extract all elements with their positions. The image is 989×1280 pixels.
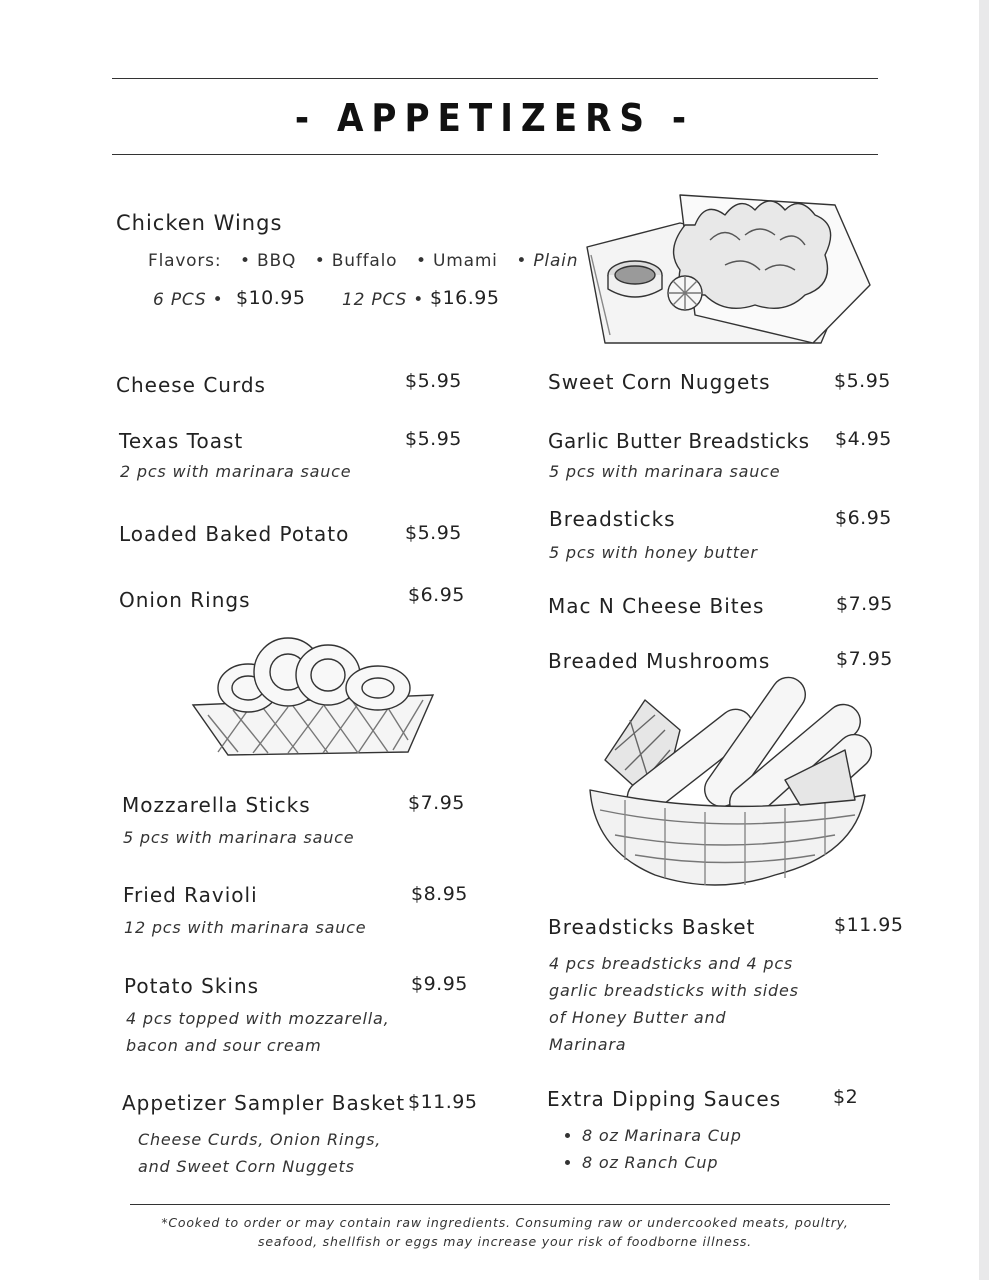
item-price-breadsticks-basket: $11.95 bbox=[834, 914, 904, 936]
sauce-option: • 8 oz Marinara Cup bbox=[582, 1122, 742, 1149]
flavors-label: Flavors: bbox=[148, 251, 222, 271]
flavor-bbq: • BBQ bbox=[239, 251, 297, 271]
wings-size-6-price: $10.95 bbox=[236, 287, 306, 309]
item-price-mozzarella-sticks: $7.95 bbox=[408, 792, 465, 814]
item-desc-mozzarella-sticks: 5 pcs with marinara sauce bbox=[123, 828, 355, 847]
item-name-cheese-curds: Cheese Curds bbox=[116, 373, 266, 397]
chicken-wings-name: Chicken Wings bbox=[116, 211, 283, 235]
footer-rule bbox=[130, 1204, 890, 1205]
item-desc-breadsticks: 5 pcs with honey butter bbox=[549, 543, 758, 562]
title-rule bbox=[112, 154, 878, 155]
wings-size-12 bbox=[342, 290, 424, 310]
item-desc-line: 4 pcs breadsticks and 4 pcs bbox=[549, 954, 794, 973]
item-desc-line: of Honey Butter and bbox=[549, 1008, 727, 1027]
item-name-sweet-corn-nuggets: Sweet Corn Nuggets bbox=[548, 370, 771, 394]
item-price-texas-toast: $5.95 bbox=[405, 428, 462, 450]
item-price-sweet-corn-nuggets: $5.95 bbox=[834, 370, 891, 392]
chicken-wings-illustration bbox=[585, 185, 870, 345]
wing-flavors bbox=[148, 251, 578, 271]
item-price-loaded-baked-potato: $5.95 bbox=[405, 522, 462, 544]
item-price-cheese-curds: $5.95 bbox=[405, 370, 462, 392]
item-price-breadsticks: $6.95 bbox=[835, 507, 892, 529]
footer-disclaimer bbox=[120, 1213, 890, 1251]
wings-size-12-price: $16.95 bbox=[430, 287, 500, 309]
wings-size-12-dot: • bbox=[413, 290, 425, 310]
flavor-plain: • Plain bbox=[516, 251, 579, 271]
flavor-umami: • Umami bbox=[415, 251, 498, 271]
item-desc-line: Marinara bbox=[549, 1035, 627, 1054]
sauce-option: • 8 oz Ranch Cup bbox=[582, 1149, 742, 1176]
item-name-potato-skins: Potato Skins bbox=[124, 974, 260, 998]
item-price-extra-dipping-sauces: $2 bbox=[833, 1086, 859, 1108]
sauce-options-list bbox=[566, 1122, 742, 1176]
item-name-mac-n-cheese-bites: Mac N Cheese Bites bbox=[548, 594, 765, 618]
item-price-onion-rings: $6.95 bbox=[408, 584, 465, 606]
flavor-buffalo: • Buffalo bbox=[314, 251, 398, 271]
item-price-fried-ravioli: $8.95 bbox=[411, 883, 468, 905]
item-name-loaded-baked-potato: Loaded Baked Potato bbox=[119, 522, 350, 546]
wings-size-6-label: 6 PCS bbox=[153, 290, 207, 310]
wings-size-6 bbox=[153, 290, 224, 310]
item-desc-line: garlic breadsticks with sides bbox=[549, 981, 799, 1000]
onion-rings-illustration bbox=[188, 630, 438, 760]
page-title: - APPETIZERS - bbox=[294, 96, 695, 140]
wings-size-12-label: 12 PCS bbox=[342, 290, 408, 310]
item-desc-appetizer-sampler-basket bbox=[138, 1126, 381, 1180]
footer-line: *Cooked to order or may contain raw ingredients. Consuming raw or undercooked meats, poultry, bbox=[161, 1215, 849, 1230]
item-desc-line: bacon and sour cream bbox=[126, 1036, 322, 1055]
item-desc-line: Cheese Curds, Onion Rings, bbox=[138, 1130, 382, 1149]
item-price-mac-n-cheese-bites: $7.95 bbox=[836, 593, 893, 615]
item-name-onion-rings: Onion Rings bbox=[119, 588, 251, 612]
item-desc-line: 4 pcs topped with mozzarella, bbox=[126, 1009, 390, 1028]
item-desc-potato-skins bbox=[126, 1005, 390, 1059]
item-name-texas-toast: Texas Toast bbox=[119, 429, 244, 453]
wings-size-6-dot: • bbox=[212, 290, 224, 310]
top-rule bbox=[112, 78, 878, 79]
footer-line: seafood, shellfish or eggs may increase your risk of foodborne illness. bbox=[258, 1234, 752, 1249]
item-desc-texas-toast: 2 pcs with marinara sauce bbox=[120, 462, 352, 481]
item-price-breaded-mushrooms: $7.95 bbox=[836, 648, 893, 670]
item-name-garlic-butter-breadsticks: Garlic Butter Breadsticks bbox=[548, 429, 810, 453]
item-desc-garlic-butter-breadsticks: 5 pcs with marinara sauce bbox=[549, 462, 781, 481]
item-name-breadsticks: Breadsticks bbox=[549, 507, 676, 531]
item-desc-fried-ravioli: 12 pcs with marinara sauce bbox=[124, 918, 367, 937]
item-name-mozzarella-sticks: Mozzarella Sticks bbox=[122, 793, 311, 817]
page-edge bbox=[979, 0, 989, 1280]
item-price-appetizer-sampler-basket: $11.95 bbox=[408, 1091, 478, 1113]
item-name-extra-dipping-sauces: Extra Dipping Sauces bbox=[547, 1087, 782, 1111]
item-name-fried-ravioli: Fried Ravioli bbox=[123, 883, 258, 907]
item-price-potato-skins: $9.95 bbox=[411, 973, 468, 995]
item-name-appetizer-sampler-basket: Appetizer Sampler Basket bbox=[122, 1091, 406, 1115]
item-name-breaded-mushrooms: Breaded Mushrooms bbox=[548, 649, 771, 673]
item-price-garlic-butter-breadsticks: $4.95 bbox=[835, 428, 892, 450]
breadsticks-basket-illustration bbox=[585, 690, 880, 895]
item-desc-line: and Sweet Corn Nuggets bbox=[138, 1157, 355, 1176]
item-name-breadsticks-basket: Breadsticks Basket bbox=[548, 915, 756, 939]
item-desc-breadsticks-basket bbox=[549, 950, 799, 1058]
